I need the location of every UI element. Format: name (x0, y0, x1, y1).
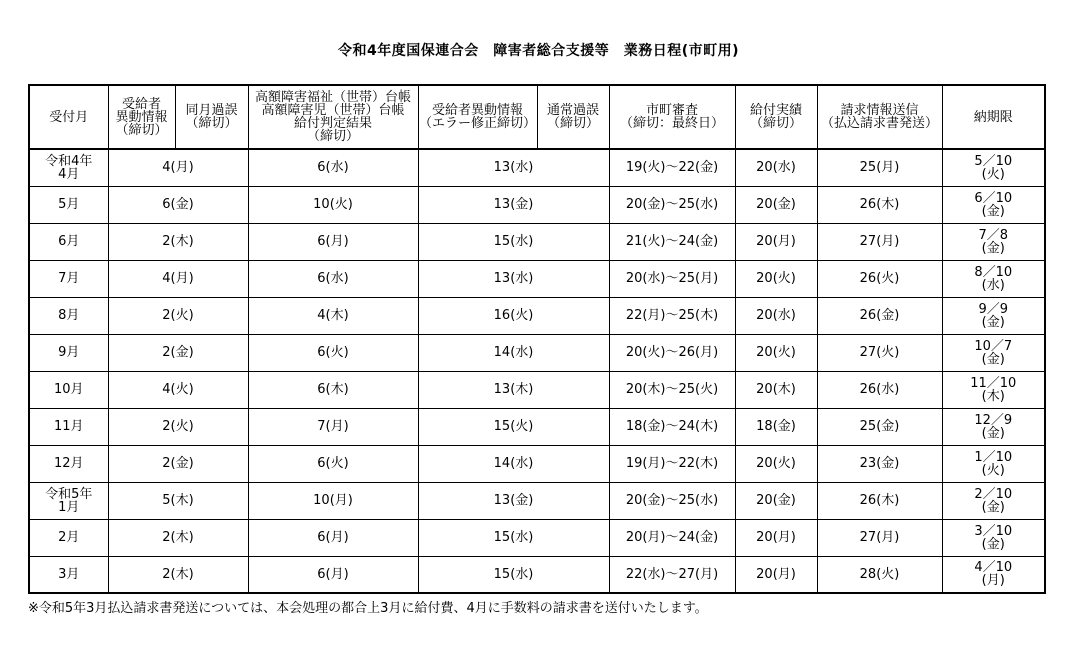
header-high-cost: 高額障害福祉（世帯）台帳 高額障害児（世帯）台帳 給付判定結果 （締切） (248, 85, 418, 149)
month-cell: 令和4年 4月 (29, 149, 108, 186)
due-cell: 2／10 (金) (942, 482, 1045, 519)
results-cell: 20(月) (735, 223, 817, 260)
billing-cell: 26(木) (817, 186, 942, 223)
header-due-date: 納期限 (942, 85, 1045, 149)
table-row (29, 334, 1045, 371)
month-cell: 令和5年 1月 (29, 482, 108, 519)
billing-cell: 27(月) (817, 223, 942, 260)
high-cost-cell: 6(月) (248, 223, 418, 260)
due-cell: 12／9 (金) (942, 408, 1045, 445)
billing-cell: 25(金) (817, 408, 942, 445)
review-cell: 18(金)～24(木) (609, 408, 735, 445)
review-cell: 20(金)～25(水) (609, 186, 735, 223)
table-row (29, 223, 1045, 260)
error-fix-cell: 13(金) (418, 186, 609, 223)
results-cell: 20(水) (735, 149, 817, 186)
month-cell: 7月 (29, 260, 108, 297)
high-cost-cell: 6(火) (248, 334, 418, 371)
month-cell: 2月 (29, 519, 108, 556)
review-cell: 21(火)～24(金) (609, 223, 735, 260)
month-cell: 3月 (29, 556, 108, 593)
error-fix-cell: 13(金) (418, 482, 609, 519)
results-cell: 20(月) (735, 556, 817, 593)
error-fix-cell: 13(水) (418, 260, 609, 297)
high-cost-cell: 4(木) (248, 297, 418, 334)
table-row (29, 445, 1045, 482)
due-cell: 11／10 (木) (942, 371, 1045, 408)
due-cell: 1／10 (火) (942, 445, 1045, 482)
month-cell: 9月 (29, 334, 108, 371)
table-row (29, 556, 1045, 593)
due-cell: 3／10 (金) (942, 519, 1045, 556)
error-fix-cell: 13(木) (418, 371, 609, 408)
high-cost-cell: 10(月) (248, 482, 418, 519)
recipient-cell: 2(金) (108, 334, 248, 371)
review-cell: 20(水)～25(月) (609, 260, 735, 297)
review-cell: 22(水)～27(月) (609, 556, 735, 593)
recipient-cell: 4(月) (108, 260, 248, 297)
error-fix-cell: 13(水) (418, 149, 609, 186)
due-cell: 9／9 (金) (942, 297, 1045, 334)
schedule-table (28, 84, 1046, 594)
header-normal-error: 通常過誤 （締切） (537, 85, 609, 149)
billing-cell: 28(火) (817, 556, 942, 593)
recipient-cell: 2(火) (108, 297, 248, 334)
table-row (29, 297, 1045, 334)
billing-cell: 26(金) (817, 297, 942, 334)
table-row (29, 371, 1045, 408)
header-month: 受付月 (29, 85, 108, 149)
recipient-cell: 2(木) (108, 556, 248, 593)
header-same-month-error: 同月過誤 （締切） (175, 85, 248, 149)
billing-cell: 25(月) (817, 149, 942, 186)
results-cell: 20(火) (735, 334, 817, 371)
results-cell: 20(金) (735, 482, 817, 519)
recipient-cell: 5(木) (108, 482, 248, 519)
high-cost-cell: 10(火) (248, 186, 418, 223)
table-row (29, 519, 1045, 556)
results-cell: 20(月) (735, 519, 817, 556)
high-cost-cell: 6(火) (248, 445, 418, 482)
footnote: ※令和5年3月払込請求書発送については、本会処理の都合上3月に給付費、4月に手数料の請求書を送付いたします。 (28, 601, 708, 616)
review-cell: 20(月)～24(金) (609, 519, 735, 556)
recipient-cell: 2(火) (108, 408, 248, 445)
due-cell: 4／10 (月) (942, 556, 1045, 593)
review-cell: 19(火)～22(金) (609, 149, 735, 186)
header-city-review: 市町審査 （締切：最終日） (609, 85, 735, 149)
table-row (29, 408, 1045, 445)
error-fix-cell: 16(火) (418, 297, 609, 334)
error-fix-cell: 15(火) (418, 408, 609, 445)
high-cost-cell: 6(月) (248, 556, 418, 593)
header-benefit-results: 給付実績 （締切） (735, 85, 817, 149)
results-cell: 20(水) (735, 297, 817, 334)
review-cell: 20(木)～25(火) (609, 371, 735, 408)
recipient-cell: 2(木) (108, 519, 248, 556)
month-cell: 12月 (29, 445, 108, 482)
recipient-cell: 2(木) (108, 223, 248, 260)
high-cost-cell: 6(木) (248, 371, 418, 408)
billing-cell: 26(木) (817, 482, 942, 519)
recipient-cell: 4(火) (108, 371, 248, 408)
table-row (29, 186, 1045, 223)
table-row (29, 260, 1045, 297)
error-fix-cell: 14(水) (418, 334, 609, 371)
month-cell: 10月 (29, 371, 108, 408)
high-cost-cell: 6(月) (248, 519, 418, 556)
billing-cell: 23(金) (817, 445, 942, 482)
header-recipient-error-fix: 受給者異動情報 （エラー修正締切） (418, 85, 537, 149)
schedule-body (29, 149, 1045, 593)
high-cost-cell: 7(月) (248, 408, 418, 445)
error-fix-cell: 15(水) (418, 556, 609, 593)
month-cell: 5月 (29, 186, 108, 223)
billing-cell: 27(月) (817, 519, 942, 556)
recipient-cell: 4(月) (108, 149, 248, 186)
error-fix-cell: 15(水) (418, 223, 609, 260)
recipient-cell: 2(金) (108, 445, 248, 482)
due-cell: 6／10 (金) (942, 186, 1045, 223)
results-cell: 20(金) (735, 186, 817, 223)
header-row (29, 85, 1045, 149)
month-cell: 6月 (29, 223, 108, 260)
due-cell: 8／10 (水) (942, 260, 1045, 297)
results-cell: 18(金) (735, 408, 817, 445)
month-cell: 8月 (29, 297, 108, 334)
error-fix-cell: 15(水) (418, 519, 609, 556)
high-cost-cell: 6(水) (248, 260, 418, 297)
table-row (29, 149, 1045, 186)
header-billing-send: 請求情報送信 （払込請求書発送） (817, 85, 942, 149)
due-cell: 5／10 (火) (942, 149, 1045, 186)
high-cost-cell: 6(水) (248, 149, 418, 186)
review-cell: 22(月)～25(木) (609, 297, 735, 334)
month-cell: 11月 (29, 408, 108, 445)
review-cell: 19(月)～22(木) (609, 445, 735, 482)
due-cell: 10／7 (金) (942, 334, 1045, 371)
results-cell: 20(火) (735, 260, 817, 297)
error-fix-cell: 14(水) (418, 445, 609, 482)
due-cell: 7／8 (金) (942, 223, 1045, 260)
page-title: 令和4年度国保連合会 障害者総合支援等 業務日程(市町用) (337, 43, 740, 59)
billing-cell: 27(火) (817, 334, 942, 371)
billing-cell: 26(火) (817, 260, 942, 297)
billing-cell: 26(水) (817, 371, 942, 408)
header-recipient-change: 受給者 異動情報 （締切） (108, 85, 175, 149)
review-cell: 20(火)～26(月) (609, 334, 735, 371)
table-row (29, 482, 1045, 519)
recipient-cell: 6(金) (108, 186, 248, 223)
results-cell: 20(木) (735, 371, 817, 408)
results-cell: 20(火) (735, 445, 817, 482)
review-cell: 20(金)～25(水) (609, 482, 735, 519)
